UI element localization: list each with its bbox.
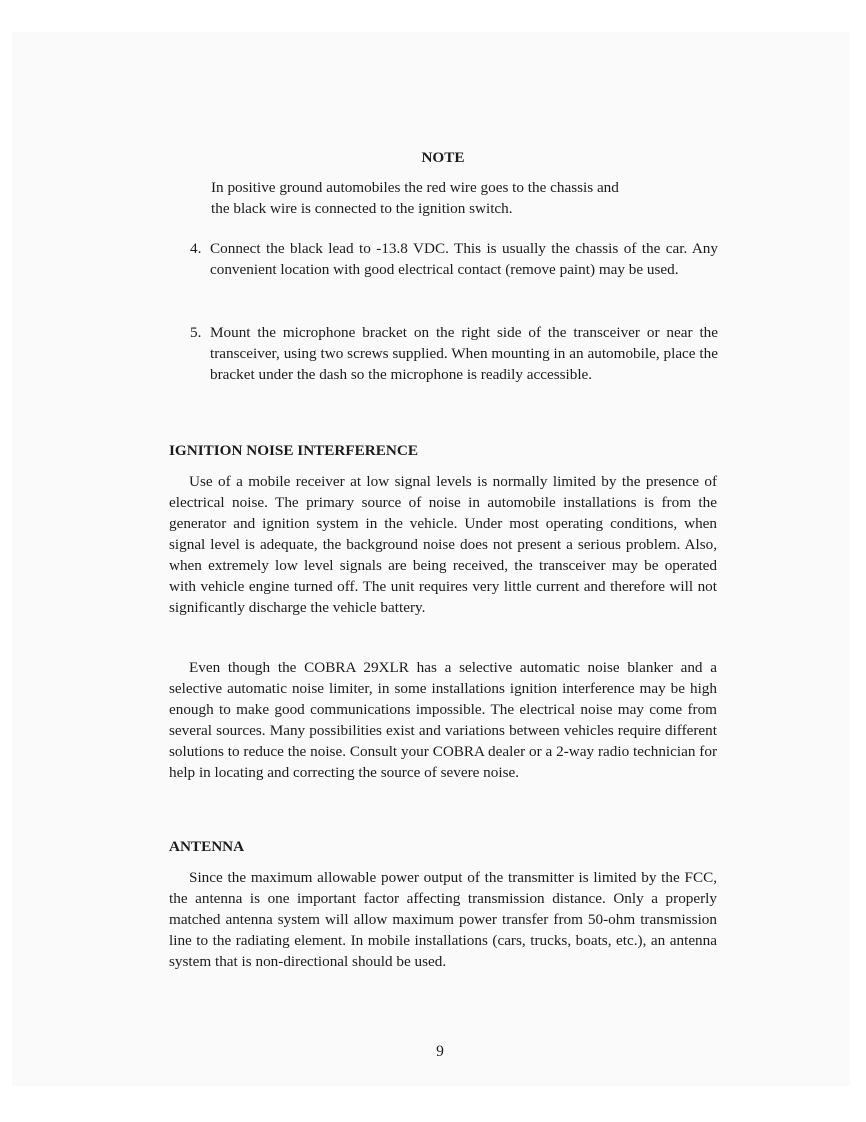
ignition-paragraph-2: Even though the COBRA 29XLR has a selective automatic noise blanker and a selective automatic noise limiter, in some installations ignition interference may be high enough to make good communications impossible. The electrical noise may come from several sources. Many possibilities exist and variations between vehicles require different solutions to reduce the noise. Consult your COBRA dealer or a 2-way radio technician for help in locating and correcting the source of severe noise. (169, 659, 717, 781)
step-5 (190, 322, 718, 385)
page-number: 9 (436, 1043, 444, 1060)
ignition-paragraph-1: Use of a mobile receiver at low signal levels is normally limited by the presence of electrical noise. The primary source of noise in automobile installations is from the generator and ignition system in the vehicle. Under most operating conditions, when signal level is adequate, the background noise does not present a serious problem. Also, when extremely low level signals are being received, the transceiver may be operated with vehicle engine turned off. The unit requires very little current and therefore will not significantly discharge the vehicle battery. (169, 473, 717, 616)
ignition-noise-heading: IGNITION NOISE INTERFERENCE (169, 442, 418, 459)
antenna-heading: ANTENNA (169, 838, 245, 855)
step-number: 5. (190, 324, 202, 341)
note-title: NOTE (421, 149, 465, 166)
step-text: Connect the black lead to -13.8 VDC. This is usually the chassis of the car. Any convenient location with good electrical contact (remove paint) may be used. (210, 240, 718, 278)
step-4 (190, 238, 718, 280)
note-line: the black wire is connected to the ignition switch. (211, 200, 513, 217)
step-number: 4. (190, 240, 202, 257)
note-text (211, 177, 691, 219)
note-line: In positive ground automobiles the red wire goes to the chassis and (211, 179, 619, 196)
antenna-paragraph-1: Since the maximum allowable power output of the transmitter is limited by the FCC, the antenna is one important factor affecting transmission distance. Only a properly matched antenna system will allow maximum power transfer from 50-ohm transmission line to the radiating element. In mobile installations (cars, trucks, boats, etc.), an antenna system that is non-directional should be used. (169, 869, 717, 970)
step-text: Mount the microphone bracket on the right side of the transceiver or near the transceiver, using two screws supplied. When mounting in an automobile, place the bracket under the dash so the microphone is readily accessible. (210, 324, 718, 383)
